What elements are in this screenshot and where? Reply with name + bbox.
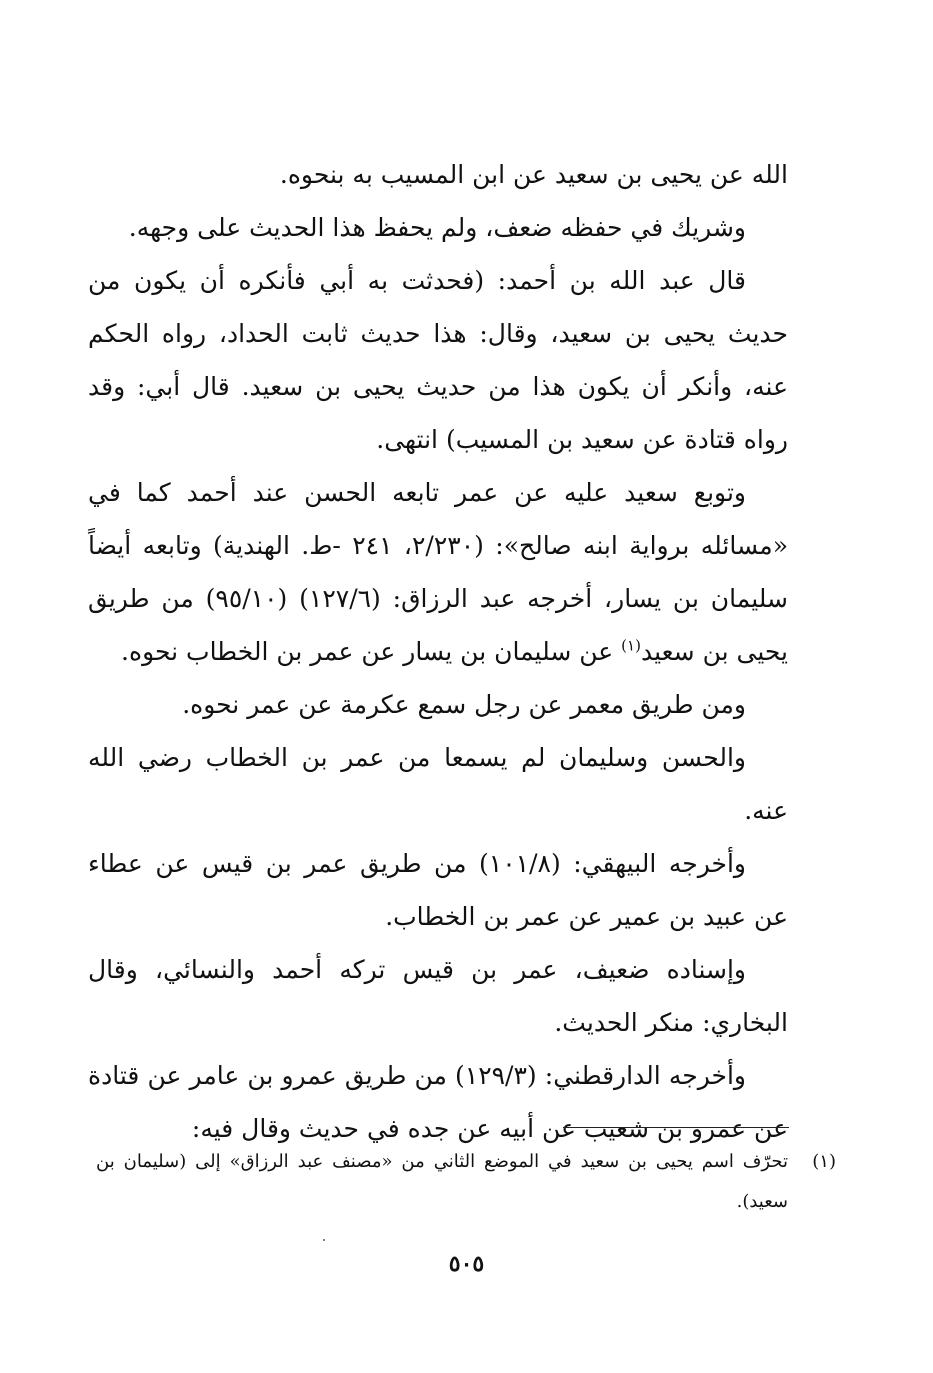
footnote-number: (١) [812,1151,836,1172]
paragraph: والحسن وسليمان لم يسمعا من عمر بن الخطاب رضي الله عنه. [88,743,788,825]
paragraph: وأخرجه الدارقطني: (١٢٩/٣) من طريق عمرو بن عامر عن قتادة عن عمرو بن شعيب عن أبيه عن جده في حديث وقال فيه: [88,1061,788,1143]
footnotes [96,1142,836,1222]
paragraph: قال عبد الله بن أحمد: (فحدثت به أبي فأنكره أن يكون من حديث يحيى بن سعيد، وقال: هذا حديث ثابت الحداد، رواه الحكم عنه، وأنكر أن يكون هذا من حديث يحيى بن سعيد. قال أبي: وقد رواه قتادة عن سعيد بن المسيب) انتهى. [88,266,788,454]
paragraph: وشريك في حفظه ضعف، ولم يحفظ هذا الحديث على وجهه. [128,213,746,242]
paragraph: الله عن يحيى بن سعيد عن ابن المسيب به بنحوه. [279,160,788,189]
main-text [88,148,788,1155]
paragraph [88,466,788,678]
footnote-separator [563,1127,789,1128]
scan-speck [323,1239,325,1241]
paragraph-text: عن سليمان بن يسار عن عمر بن الخطاب نحوه. [121,637,614,666]
footnote [96,1142,836,1222]
footnote-marker[interactable]: (١) [621,636,641,655]
paragraph: وإسناده ضعيف، عمر بن قيس تركه أحمد والنسائي، وقال البخاري: منكر الحديث. [88,955,788,1037]
footnote-text: تحرّف اسم يحيى بن سعيد في الموضع الثاني من «مصنف عبد الرزاق» إلى (سليمان بن سعيد). [96,1151,788,1212]
paragraph-text: وتوبع سعيد عليه عن عمر تابعه الحسن عند أحمد كما في «مسائله برواية ابنه صالح»: (٢/٢٣٠، ٢٤١ -ط. الهندية) وتابعه أيضاً سليمان بن يسار، أخرجه عبد الرزاق: (١٢٧/٦) (٩٥/١٠) من طريق يحيى بن سعيد [88,478,788,666]
page-number: ٥٠٥ [448,1251,485,1277]
paragraph: ومن طريق معمر عن رجل سمع عكرمة عن عمر نحوه. [182,690,746,719]
paragraph: وأخرجه البيهقي: (١٠١/٨) من طريق عمر بن قيس عن عطاء عن عبيد بن عمير عن عمر بن الخطاب. [88,849,788,931]
